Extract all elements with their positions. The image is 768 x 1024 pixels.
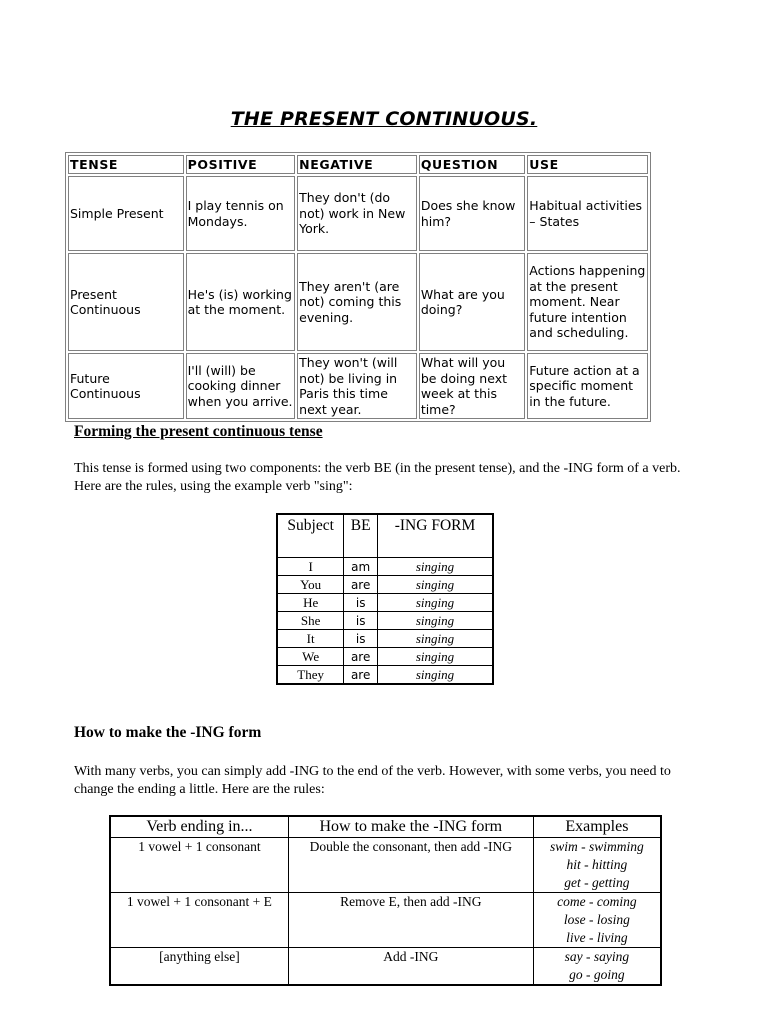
use-cell: Habitual activities – States (527, 176, 648, 251)
rule-cell: Remove E, then add -ING (288, 893, 533, 948)
table-row (68, 253, 648, 351)
example-item: come - coming (557, 894, 637, 909)
ing-cell: singing (378, 648, 493, 666)
table-row (110, 948, 661, 986)
example-item: hit - hitting (566, 857, 628, 872)
table-row (277, 648, 493, 666)
be-cell: are (344, 576, 378, 594)
negative-cell: They don't (do not) work in New York. (297, 176, 417, 251)
table-row (110, 893, 661, 948)
be-cell: is (344, 630, 378, 648)
example-item: lose - losing (563, 912, 630, 927)
tense-cell: Simple Present (68, 176, 184, 251)
rule-cell: Add -ING (288, 948, 533, 986)
example-item: swim - swimming (550, 839, 644, 854)
question-cell: What will you be doing next week at this time? (419, 353, 525, 419)
positive-cell: I'll (will) be cooking dinner when you arrive. (186, 353, 296, 419)
table-row (110, 838, 661, 893)
tense-header-positive: POSITIVE (186, 155, 296, 174)
question-cell: Does she know him? (419, 176, 525, 251)
examples-cell (533, 838, 661, 893)
ending-cell: [anything else] (110, 948, 288, 986)
be-table (276, 513, 494, 685)
ending-cell: 1 vowel + 1 consonant + E (110, 893, 288, 948)
be-header-be: BE (344, 514, 378, 558)
subject-cell: She (277, 612, 344, 630)
ing-cell: singing (378, 558, 493, 576)
rule-cell: Double the consonant, then add -ING (288, 838, 533, 893)
be-header-subject (277, 514, 344, 558)
positive-cell: I play tennis on Mondays. (186, 176, 296, 251)
rules-header-ending: Verb ending in... (110, 816, 288, 838)
forming-heading: Forming the present continuous tense (74, 423, 323, 440)
page-title: THE PRESENT CONTINUOUS. (230, 108, 538, 130)
table-row (68, 353, 648, 419)
table-row (277, 558, 493, 576)
tense-cell: Future Continuous (68, 353, 184, 419)
example-item: get - getting (564, 875, 630, 890)
tense-table-header-row (68, 155, 648, 174)
subject-cell: You (277, 576, 344, 594)
rules-header-method: How to make the -ING form (288, 816, 533, 838)
ing-cell: singing (378, 612, 493, 630)
question-cell: What are you doing? (419, 253, 525, 351)
subject-cell: We (277, 648, 344, 666)
example-item: say - saying (564, 949, 630, 964)
ing-cell: singing (378, 576, 493, 594)
be-header-subject-text: Subject (287, 517, 334, 534)
ing-paragraph: With many verbs, you can simply add -ING to the end of the verb. However, with some verbs, you need to change the ending a little. Here are the rules: (74, 764, 671, 797)
use-cell: Future action at a specific moment in the future. (527, 353, 648, 419)
examples-cell (533, 893, 661, 948)
tense-header-tense: TENSE (68, 155, 184, 174)
rules-table-header-row (110, 816, 661, 838)
ing-cell: singing (378, 594, 493, 612)
tense-header-use: USE (527, 155, 648, 174)
negative-cell: They won't (will not) be living in Paris this time next year. (297, 353, 417, 419)
tense-header-negative: NEGATIVE (297, 155, 417, 174)
be-cell: is (344, 594, 378, 612)
subject-cell: They (277, 666, 344, 685)
subject-cell: It (277, 630, 344, 648)
table-row (277, 612, 493, 630)
be-cell: is (344, 612, 378, 630)
tense-table (65, 152, 651, 422)
tense-header-question: QUESTION (419, 155, 525, 174)
ing-cell: singing (378, 630, 493, 648)
be-header-ing: -ING FORM (378, 514, 493, 558)
be-cell: are (344, 648, 378, 666)
example-item: go - going (569, 967, 625, 982)
forming-paragraph: This tense is formed using two components: the verb BE (in the present tense), and the -ING form of a verb. Here are the rules, using the example verb "sing": (74, 461, 681, 494)
subject-cell: I (277, 558, 344, 576)
examples-cell (533, 948, 661, 986)
table-row (277, 666, 493, 685)
be-table-header-row (277, 514, 493, 558)
tense-cell: Present Continuous (68, 253, 184, 351)
positive-cell: He's (is) working at the moment. (186, 253, 296, 351)
ing-heading: How to make the -ING form (74, 724, 262, 741)
table-row (277, 630, 493, 648)
ing-cell: singing (378, 666, 493, 685)
be-cell: are (344, 666, 378, 685)
subject-cell: He (277, 594, 344, 612)
ending-cell: 1 vowel + 1 consonant (110, 838, 288, 893)
use-cell: Actions happening at the present moment. Near future intention and scheduling. (527, 253, 648, 351)
negative-cell: They aren't (are not) coming this evening. (297, 253, 417, 351)
ing-rules-table (109, 815, 662, 986)
example-item: live - living (566, 930, 628, 945)
be-cell: am (344, 558, 378, 576)
rules-header-examples: Examples (533, 816, 661, 838)
table-row (277, 594, 493, 612)
table-row (277, 576, 493, 594)
table-row (68, 176, 648, 251)
